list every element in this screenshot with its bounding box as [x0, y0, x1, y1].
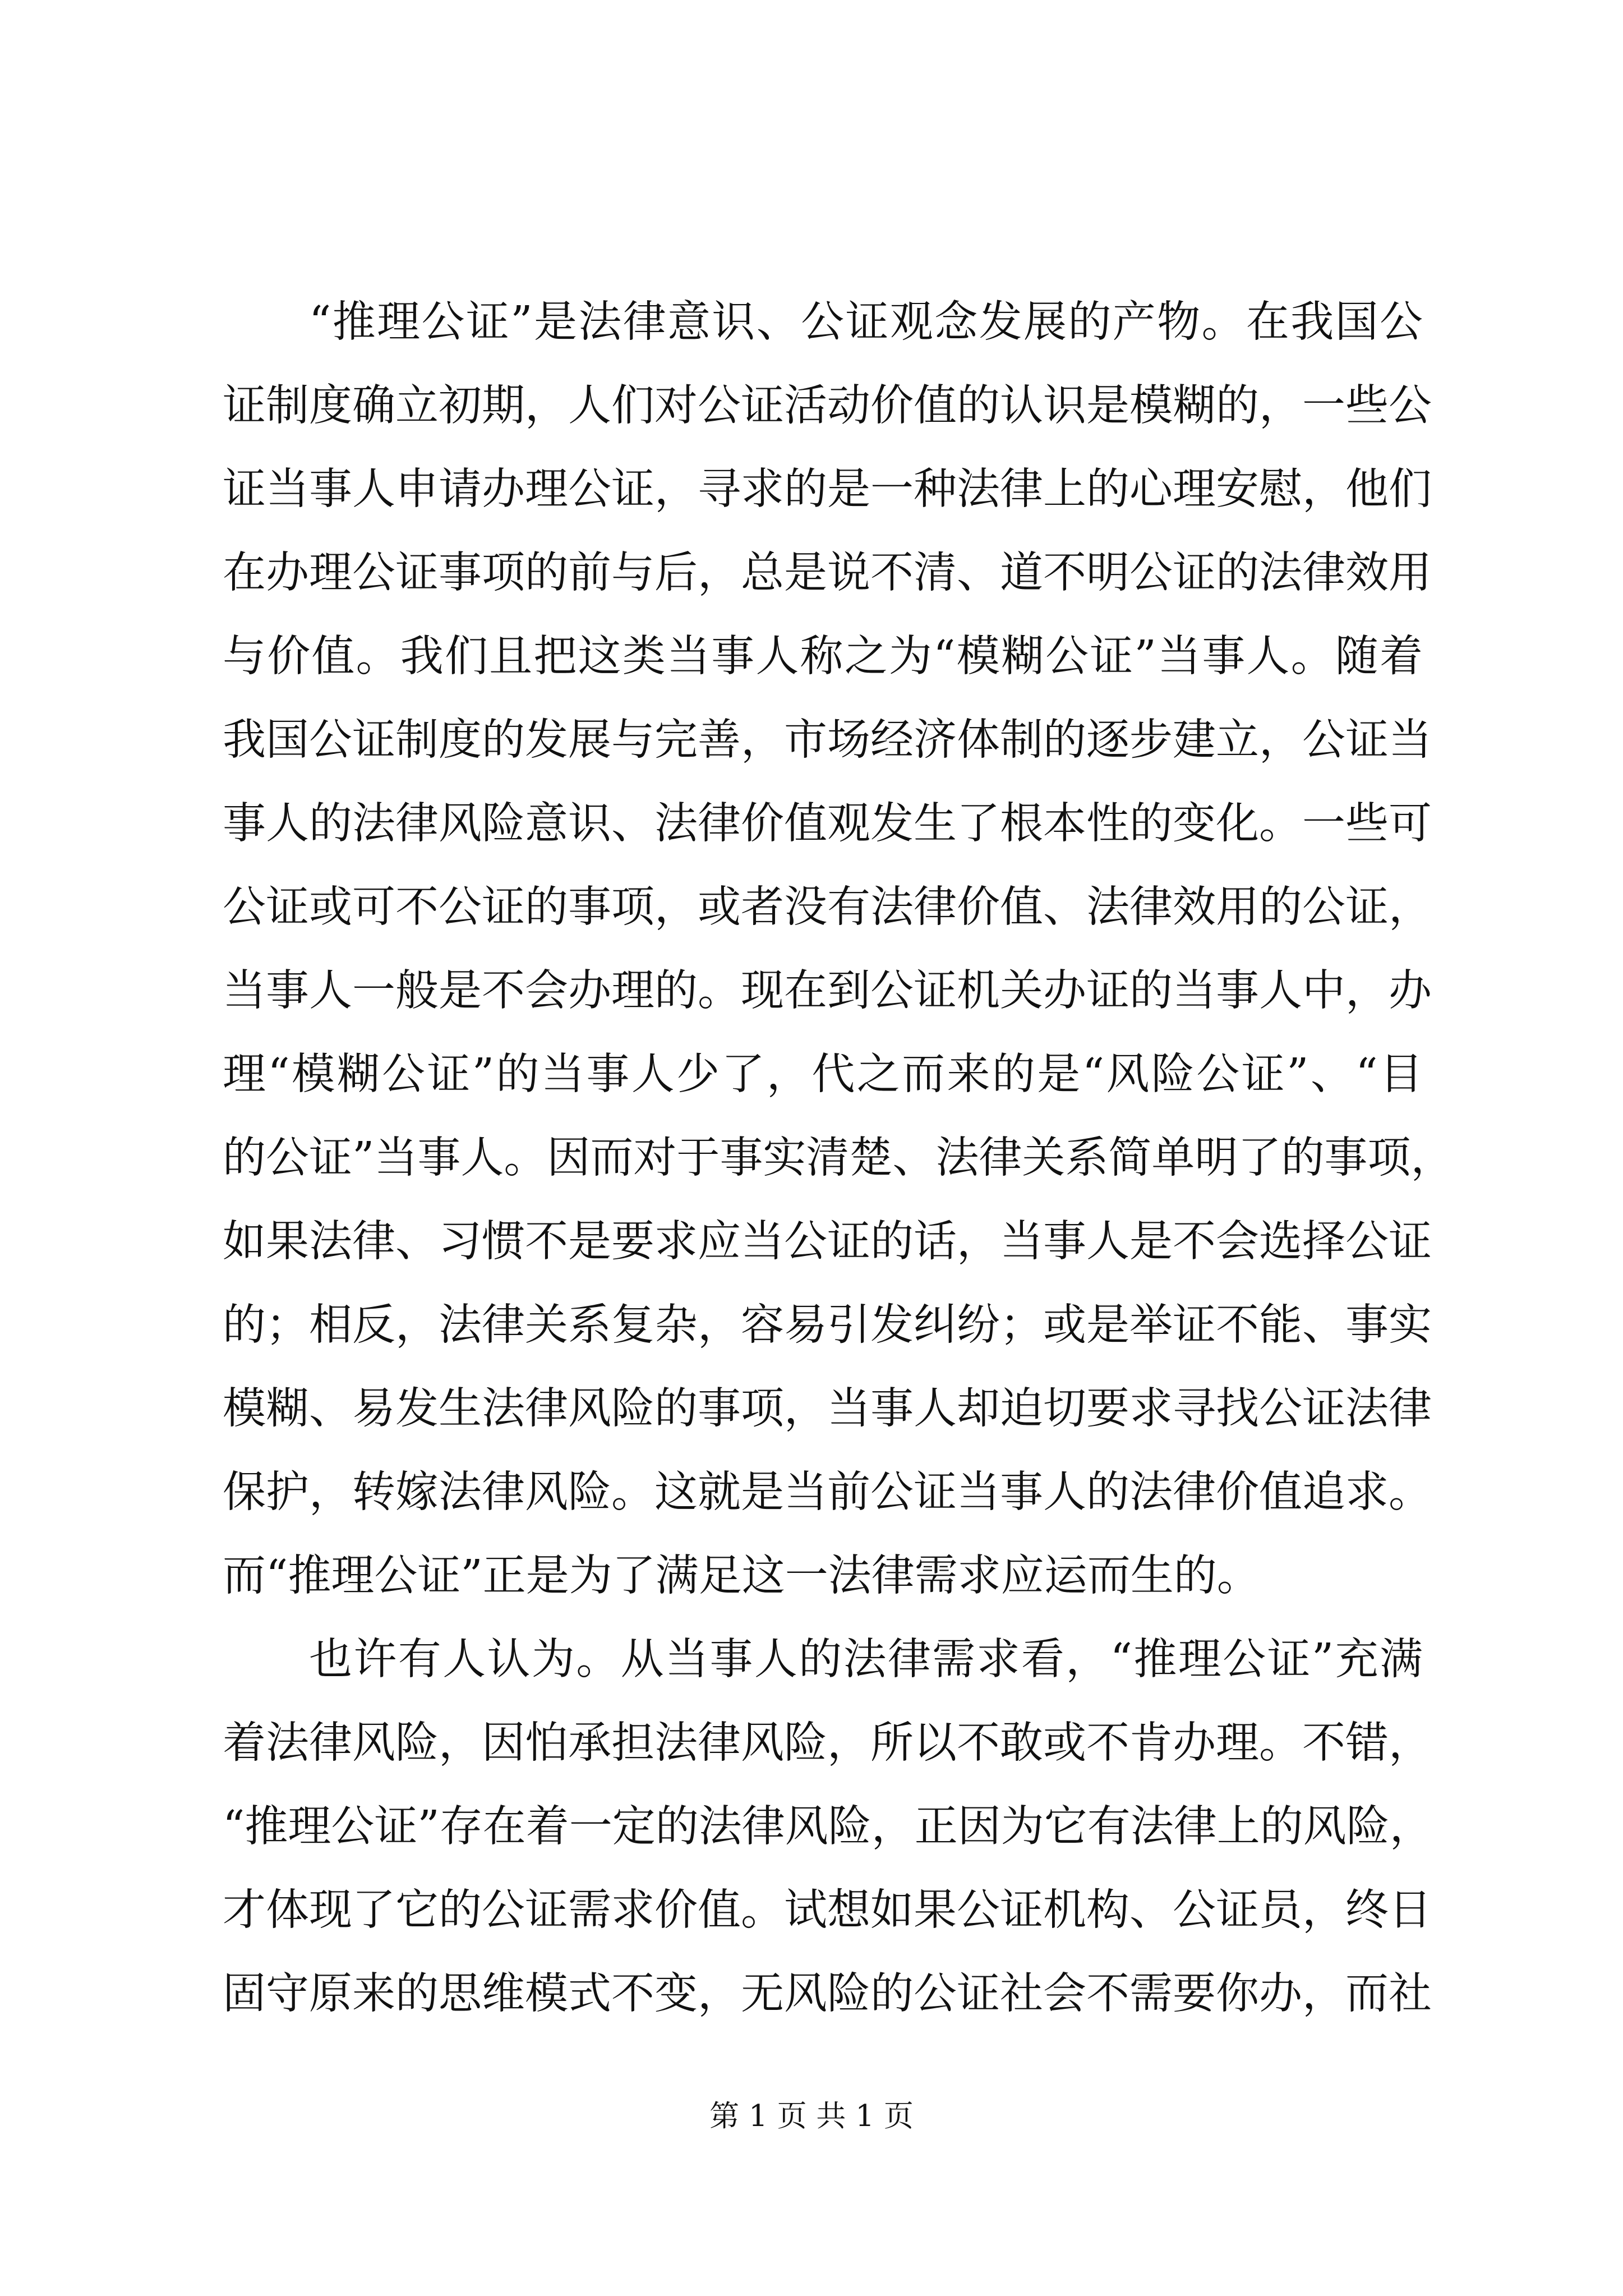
paragraph-2-line-2: 着法律风险，因怕承担法律风险，所以不敢或不肯办理。不错，	[223, 1718, 1432, 1768]
paragraph-2-line-4: 才体现了它的公证需求价值。试想如果公证机构、公证员，终日	[223, 1885, 1432, 1935]
paragraph-1-line-11: 的公证”当事人。因而对于事实清楚、法律关系简单明了的事项，	[223, 1133, 1454, 1183]
paragraph-1-line-6: 我国公证制度的发展与完善，市场经济体制的逐步建立，公证当	[223, 715, 1432, 765]
paragraph-1-line-5: 与价值。我们且把这类当事人称之为“模糊公证”当事人。随着	[223, 632, 1423, 682]
paragraph-2-line-3: “推理公证”存在着一定的法律风险，正因为它有法律上的风险，	[223, 1802, 1433, 1852]
paragraph-1-line-1: “推理公证”是法律意识、公证观念发展的产物。在我国公	[309, 297, 1423, 347]
paragraph-1-line-16: 而“推理公证”正是为了满足这一法律需求应运而生的。	[223, 1551, 1260, 1601]
paragraph-2-line-1: 也许有人认为。从当事人的法律需求看，“推理公证”充满	[309, 1635, 1423, 1685]
paragraph-1-line-10: 理“模糊公证”的当事人少了，代之而来的是“风险公证”、“目	[223, 1050, 1423, 1099]
paragraph-1-line-12: 如果法律、习惯不是要求应当公证的话，当事人是不会选择公证	[223, 1217, 1432, 1267]
paragraph-1-line-2: 证制度确立初期，人们对公证活动价值的认识是模糊的，一些公	[223, 381, 1432, 431]
paragraph-1-line-13: 的；相反，法律关系复杂，容易引发纠纷；或是举证不能、事实	[223, 1300, 1432, 1350]
paragraph-1-line-9: 当事人一般是不会办理的。现在到公证机关办证的当事人中，办	[223, 966, 1432, 1016]
paragraph-1-line-7: 事人的法律风险意识、法律价值观发生了根本性的变化。一些可	[223, 799, 1432, 849]
paragraph-1-line-14: 模糊、易发生法律风险的事项，当事人却迫切要求寻找公证法律	[223, 1384, 1432, 1434]
paragraph-1-line-4: 在办理公证事项的前与后，总是说不清、道不明公证的法律效用	[223, 548, 1432, 598]
page-footer: 第 1 页 共 1 页	[709, 2099, 914, 2133]
document-body	[223, 280, 1454, 2036]
paragraph-1-line-8: 公证或可不公证的事项，或者没有法律价值、法律效用的公证，	[223, 882, 1432, 932]
paragraph-2-line-5: 固守原来的思维模式不变，无风险的公证社会不需要你办，而社	[223, 1969, 1432, 2019]
paragraph-1-line-15: 保护，转嫁法律风险。这就是当前公证当事人的法律价值追求。	[223, 1467, 1432, 1517]
paragraph-1-line-3: 证当事人申请办理公证，寻求的是一种法律上的心理安慰，他们	[223, 464, 1432, 514]
